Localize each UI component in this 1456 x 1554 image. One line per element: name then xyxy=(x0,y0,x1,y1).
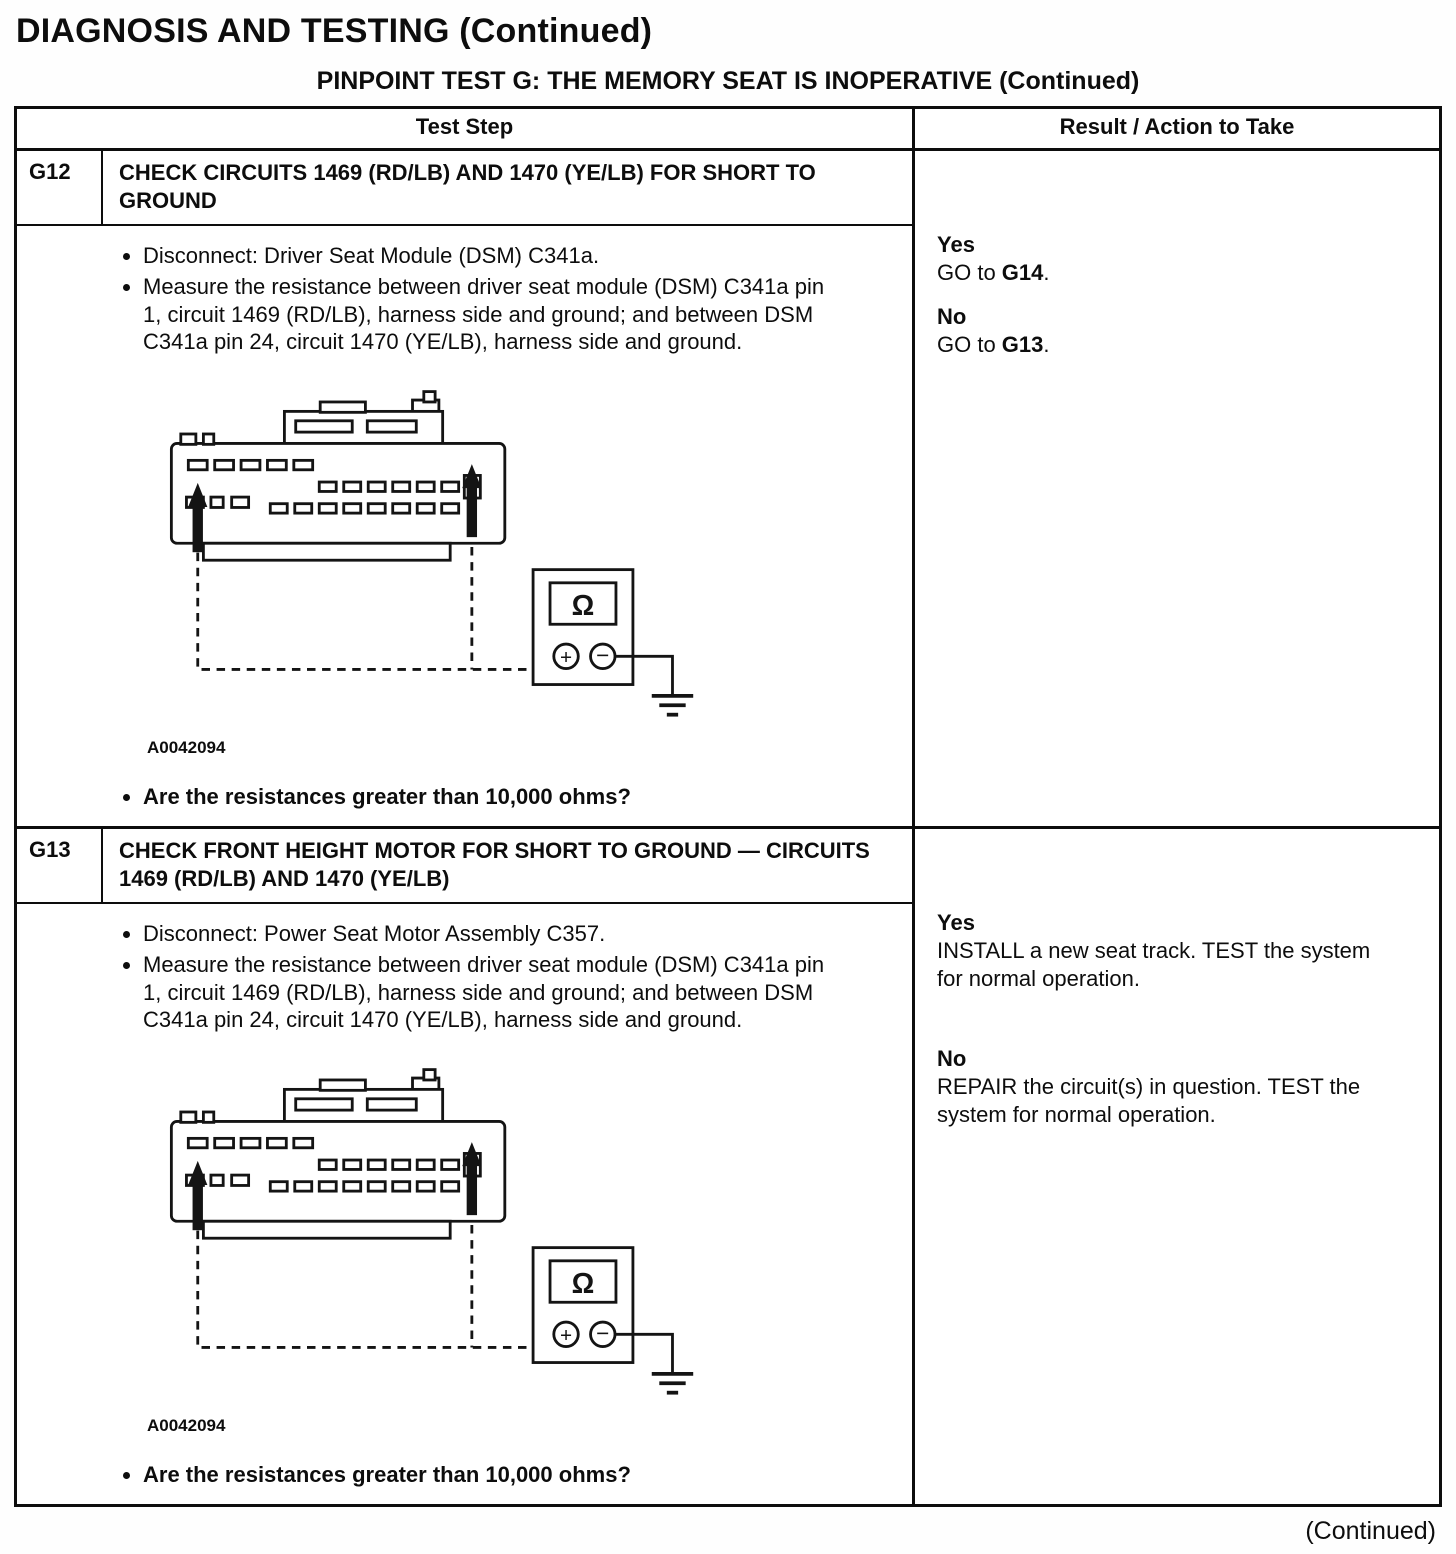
figure-label: A0042094 xyxy=(147,1416,226,1436)
result-answer: No xyxy=(937,1045,967,1071)
result-block-no xyxy=(937,303,1421,359)
test-step-cell-g13 xyxy=(17,829,912,1504)
pinpoint-test-subtitle: PINPOINT TEST G: THE MEMORY SEAT IS INOPERATIVE (Continued) xyxy=(316,67,1140,95)
result-action: GO to G14. xyxy=(937,259,1050,285)
result-block-yes xyxy=(937,909,1421,993)
instruction-bullet: • Measure the resistance between driver seat module (DSM) C341a pin 1, circuit 1469 (RD/LB), harness side and ground; and between DSM C341a pin 24, circuit 1470 (YE/LB), harness side and ground. xyxy=(143,951,833,1033)
ground-icon xyxy=(652,1374,693,1393)
step-body xyxy=(17,226,912,826)
plus-terminal: + xyxy=(559,645,573,669)
figure-label: A0042094 xyxy=(147,738,226,758)
table-header-row xyxy=(17,109,1439,151)
result-answer: No xyxy=(937,303,967,329)
result-action-cell-g12 xyxy=(912,151,1439,826)
result-answer: Yes xyxy=(937,232,975,257)
connector-ohmmeter-figure xyxy=(145,1063,896,1436)
plus-terminal: + xyxy=(559,1323,573,1347)
step-title: CHECK CIRCUITS 1469 (RD/LB) AND 1470 (YE/LB) FOR SHORT TO GROUND xyxy=(119,160,816,213)
connector-ohmmeter-diagram xyxy=(145,385,729,726)
result-action: GO to G13. xyxy=(937,331,1050,357)
ohm-symbol: Ω xyxy=(571,588,595,621)
instruction-list xyxy=(117,242,833,355)
col-header-result-action: Result / Action to Take xyxy=(912,109,1439,148)
instruction-bullet: • Disconnect: Power Seat Motor Assembly C357. xyxy=(143,920,833,947)
question-bullet: • Are the resistances greater than 10,000 ohms? xyxy=(143,784,896,810)
minus-terminal: − xyxy=(596,642,610,668)
ohmmeter xyxy=(533,570,633,685)
test-step-row-g12 xyxy=(17,151,1439,826)
ohmmeter xyxy=(533,1248,633,1363)
connector-top-latch xyxy=(284,1070,442,1124)
page-title: DIAGNOSIS AND TESTING (Continued) xyxy=(16,12,653,50)
step-title: CHECK FRONT HEIGHT MOTOR FOR SHORT TO GROUND — CIRCUITS 1469 (RD/LB) AND 1470 (YE/LB) xyxy=(119,838,870,891)
step-id: G12 xyxy=(17,151,103,224)
pinpoint-test-table xyxy=(14,106,1442,1507)
connector-ohmmeter-diagram xyxy=(145,1063,729,1404)
meter-leads xyxy=(198,547,566,669)
question-list xyxy=(117,784,896,810)
result-action: INSTALL a new seat track. TEST the system for normal operation. xyxy=(937,938,1371,991)
question-list xyxy=(117,1462,896,1488)
result-answer: Yes xyxy=(937,910,975,936)
ground-icon xyxy=(652,696,693,715)
step-title-row xyxy=(17,829,912,904)
question-bullet: • Are the resistances greater than 10,000 ohms? xyxy=(143,1462,896,1488)
col-header-test-step: Test Step xyxy=(415,114,514,139)
instruction-bullet: • Disconnect: Driver Seat Module (DSM) C341a. xyxy=(143,242,833,269)
minus-terminal: − xyxy=(596,1321,610,1347)
step-id: G13 xyxy=(17,829,103,902)
result-action: REPAIR the circuit(s) in question. TEST the system for normal operation. xyxy=(937,1073,1361,1127)
result-action-cell-g13 xyxy=(912,829,1439,1504)
result-block-no xyxy=(937,1045,1421,1129)
meter-leads xyxy=(198,1225,566,1347)
ohm-symbol: Ω xyxy=(571,1266,595,1299)
step-body xyxy=(17,904,912,1504)
continued-note: (Continued) xyxy=(1305,1517,1436,1546)
connector-ohmmeter-figure xyxy=(145,385,896,758)
test-step-cell-g12 xyxy=(17,151,912,826)
connector-top-latch xyxy=(284,392,442,446)
instruction-list xyxy=(117,920,833,1033)
instruction-bullet: • Measure the resistance between driver seat module (DSM) C341a pin 1, circuit 1469 (RD/LB), harness side and ground; and between DSM C341a pin 24, circuit 1470 (YE/LB), harness side and ground. xyxy=(143,273,833,355)
step-title-row xyxy=(17,151,912,226)
test-step-row-g13 xyxy=(17,826,1439,1504)
result-block-yes xyxy=(937,231,1421,287)
